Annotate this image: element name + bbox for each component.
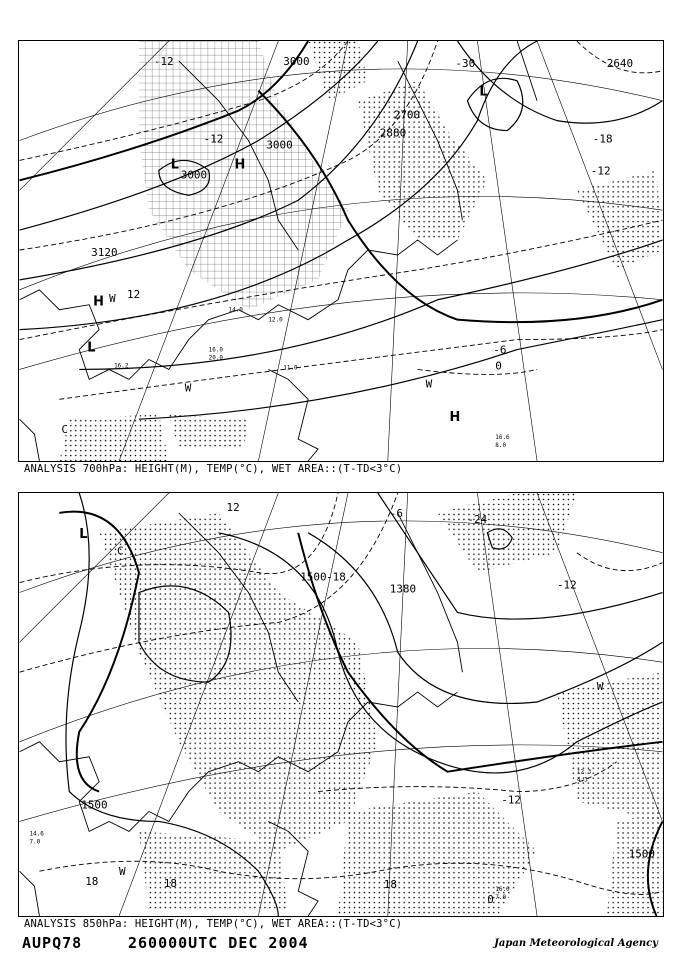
- wet-area-shading: [99, 513, 378, 851]
- station-value: 12.3: [576, 768, 592, 776]
- map-panel-850hpa: [18, 492, 664, 917]
- station-value: 7.0: [29, 838, 41, 846]
- station-value: 11.0: [283, 364, 298, 372]
- product-code: AUPQ78: [22, 934, 83, 952]
- station-value: 16.0: [208, 346, 224, 354]
- map-700hpa-svg: [19, 41, 663, 461]
- temp-label: -12: [501, 793, 522, 807]
- height-label: 2880: [379, 126, 407, 140]
- height-label: 3000: [266, 138, 293, 152]
- height-label: 3120: [91, 245, 118, 259]
- temp-label: 12: [127, 287, 141, 301]
- low-center: L: [79, 526, 88, 542]
- warm-center: W: [119, 865, 126, 879]
- height-label: 1500: [628, 847, 655, 861]
- temp-label: 18: [383, 878, 397, 892]
- height-label: 1500: [81, 798, 108, 812]
- valid-time: 260000UTC DEC 2004: [128, 934, 309, 952]
- height-label: 1380: [389, 582, 417, 596]
- station-value: 4.3: [576, 776, 588, 784]
- low-center: L: [170, 157, 180, 173]
- temp-label: 18: [85, 875, 99, 889]
- station-value: 16.2: [114, 362, 129, 370]
- low-center: L: [87, 340, 96, 356]
- temp-label: -30: [455, 56, 476, 70]
- station-value: 20.0: [208, 354, 224, 362]
- caption-850hpa: ANALYSIS 850hPa: HEIGHT(M), TEMP(°C), WET AREA::(T-TD<3°C): [24, 918, 403, 930]
- warm-center: W: [184, 381, 192, 395]
- cold-center: C: [61, 423, 68, 437]
- height-label: 3000: [283, 54, 310, 68]
- wet-area-shading: [59, 414, 168, 461]
- temp-label: -6: [389, 506, 403, 520]
- station-value: 7.0: [495, 894, 507, 902]
- warm-center: W: [425, 377, 433, 391]
- wet-area-shading: [338, 792, 537, 916]
- temp-label: -12: [556, 578, 577, 592]
- agency-credit: Japan Meteorological Agency: [494, 938, 658, 949]
- temp-label: -12: [153, 54, 174, 68]
- station-value: 12.0: [268, 316, 283, 324]
- station-value: 16.0: [495, 886, 510, 894]
- high-center: H: [234, 157, 246, 173]
- wet-area-shading: [358, 81, 487, 240]
- temp-label: -6: [493, 343, 507, 357]
- height-label: 3000: [180, 168, 208, 182]
- wet-area-shading: [139, 831, 288, 911]
- cold-center: C: [117, 544, 124, 558]
- station-value: 16.6: [495, 434, 510, 442]
- height-label: 1500: [300, 570, 327, 584]
- wet-area-shading: [607, 811, 663, 916]
- station-value: 14.6: [29, 830, 44, 838]
- temp-label: 18: [163, 877, 178, 891]
- high-center: H: [449, 410, 461, 426]
- temp-label: 12: [226, 500, 240, 514]
- temp-label: 0: [495, 359, 502, 373]
- warm-center: W: [596, 680, 604, 694]
- temp-label: -12: [590, 164, 611, 178]
- temp-label: 0: [487, 893, 494, 907]
- height-label: 2640: [606, 56, 634, 70]
- temp-label: -12: [203, 132, 224, 146]
- station-value: 14.0: [228, 306, 243, 314]
- low-center: L: [479, 84, 488, 100]
- temp-label: -24: [467, 512, 488, 526]
- caption-700hpa: ANALYSIS 700hPa: HEIGHT(M), TEMP(°C), WET AREA::(T-TD<3°C): [24, 463, 403, 475]
- map-panel-700hpa: [18, 40, 664, 462]
- wet-area-shading: [577, 170, 663, 270]
- map-850hpa-svg: [19, 493, 663, 916]
- wet-area-shading: [557, 672, 663, 821]
- temp-label: -18: [592, 132, 613, 146]
- warm-center: W: [109, 291, 116, 305]
- high-center: H: [93, 294, 105, 310]
- station-value: 8.0: [495, 442, 507, 450]
- height-label: 2700: [393, 108, 421, 122]
- temp-label: -18: [326, 570, 346, 584]
- wet-area-shading: [169, 414, 249, 449]
